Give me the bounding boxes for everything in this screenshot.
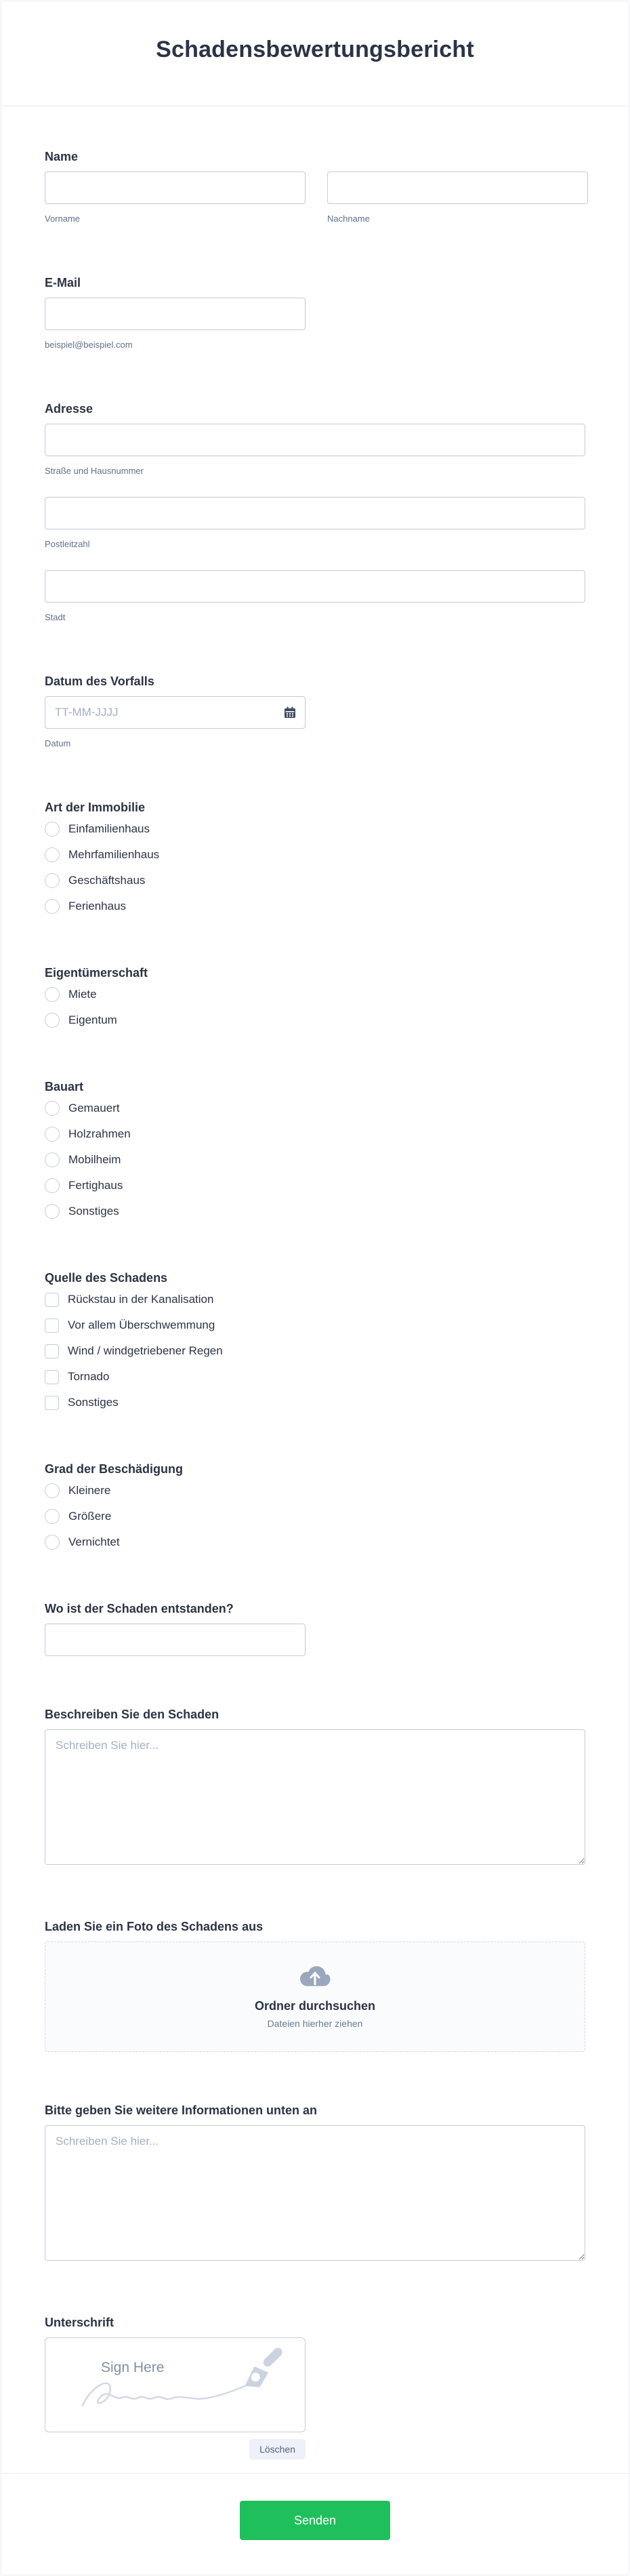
radio-option[interactable]	[45, 898, 585, 914]
drag-files-label: Dateien hierher ziehen	[267, 2018, 363, 2029]
signature-clear-button[interactable]: Löschen	[249, 2439, 306, 2459]
question-damage-location	[45, 1601, 585, 1656]
radio-option[interactable]	[45, 821, 585, 837]
sign-here-text: Sign Here	[101, 2360, 165, 2375]
radio-option[interactable]	[45, 872, 585, 889]
option-label: Holzrahmen	[68, 1127, 131, 1140]
form-card	[1, 1, 629, 2575]
email-input[interactable]	[45, 298, 306, 330]
additional-info-textarea[interactable]	[45, 2125, 585, 2261]
question-signature	[45, 2314, 585, 2459]
browse-files-label[interactable]: Ordner durchsuchen	[254, 1999, 376, 2013]
question-ownership	[45, 965, 585, 1028]
radio-option[interactable]	[45, 1152, 585, 1168]
option-label: Mobilheim	[68, 1153, 121, 1166]
date-sublabel: Datum	[45, 738, 71, 748]
radio-icon[interactable]	[45, 1101, 60, 1116]
radio-option[interactable]	[45, 1483, 585, 1499]
signature-pad[interactable]	[45, 2337, 306, 2432]
option-label: Eigentum	[68, 1013, 117, 1026]
radio-icon[interactable]	[45, 1178, 60, 1193]
radio-icon[interactable]	[45, 1013, 60, 1028]
form-footer	[1, 2473, 629, 2575]
radio-icon[interactable]	[45, 1204, 60, 1219]
radio-option[interactable]	[45, 1012, 585, 1028]
street-input[interactable]	[45, 424, 585, 456]
question-damage-source	[45, 1270, 585, 1411]
date-input[interactable]	[45, 696, 306, 729]
option-label: Tornado	[68, 1370, 110, 1383]
option-label: Miete	[68, 988, 97, 1001]
city-sublabel: Stadt	[45, 612, 66, 622]
option-label: Ferienhaus	[68, 900, 127, 912]
calendar-icon[interactable]	[283, 706, 297, 719]
option-label: Sonstiges	[68, 1396, 119, 1409]
checkbox-option[interactable]	[45, 1394, 585, 1411]
first-name-sublabel: Vorname	[45, 214, 81, 224]
radio-option[interactable]	[45, 986, 585, 1003]
checkbox-icon[interactable]	[45, 1344, 59, 1359]
question-additional-info	[45, 2102, 585, 2264]
question-label: Wo ist der Schaden entstanden?	[45, 1602, 234, 1615]
option-label: Fertighaus	[68, 1179, 123, 1192]
option-label: Sonstiges	[68, 1205, 119, 1217]
last-name-sublabel: Nachname	[327, 214, 370, 224]
radio-icon[interactable]	[45, 1152, 60, 1167]
question-label: Datum des Vorfalls	[45, 675, 154, 688]
property-type-options	[45, 821, 585, 914]
checkbox-icon[interactable]	[45, 1293, 59, 1307]
first-name-input[interactable]	[45, 172, 306, 204]
option-label: Rückstau in der Kanalisation	[68, 1293, 214, 1306]
radio-option[interactable]	[45, 1508, 585, 1525]
option-label: Geschäftshaus	[68, 874, 146, 887]
damage-degree-options	[45, 1483, 585, 1550]
zip-input[interactable]	[45, 497, 585, 529]
checkbox-option[interactable]	[45, 1369, 585, 1385]
radio-option[interactable]	[45, 847, 585, 863]
submit-button[interactable]: Senden	[240, 2501, 390, 2540]
radio-option[interactable]	[45, 1178, 585, 1194]
checkbox-icon[interactable]	[45, 1319, 59, 1333]
question-label: Laden Sie ein Foto des Schadens aus	[45, 1920, 264, 1933]
form-title: Schadensbewertungsbericht	[156, 37, 474, 62]
ownership-options	[45, 986, 585, 1028]
option-label: Vernichtet	[68, 1535, 120, 1548]
checkbox-option[interactable]	[45, 1317, 585, 1333]
option-label: Gemauert	[68, 1102, 120, 1114]
question-label: Eigentümerschaft	[45, 966, 148, 980]
option-label: Wind / windgetriebener Regen	[68, 1344, 223, 1357]
question-label: Adresse	[45, 402, 93, 416]
radio-option[interactable]	[45, 1100, 585, 1116]
form-body	[1, 106, 629, 2473]
radio-icon[interactable]	[45, 1535, 60, 1550]
email-sublabel: beispiel@beispiel.com	[45, 340, 133, 350]
question-label: Unterschrift	[45, 2316, 114, 2329]
question-construction	[45, 1079, 585, 1220]
question-property-type	[45, 799, 585, 914]
radio-option[interactable]	[45, 1203, 585, 1220]
question-label: Name	[45, 150, 79, 163]
option-label: Mehrfamilienhaus	[68, 848, 160, 861]
radio-icon[interactable]	[45, 1483, 60, 1498]
question-label: E-Mail	[45, 276, 81, 289]
question-damage-degree	[45, 1461, 585, 1550]
radio-icon[interactable]	[45, 987, 60, 1002]
upload-cloud-icon	[298, 1965, 332, 1990]
question-email	[45, 275, 585, 350]
question-label: Quelle des Schadens	[45, 1271, 168, 1285]
option-label: Einfamilienhaus	[68, 822, 150, 835]
radio-icon[interactable]	[45, 873, 60, 888]
question-address	[45, 401, 585, 623]
zip-sublabel: Postleitzahl	[45, 539, 90, 549]
question-label: Beschreiben Sie den Schaden	[45, 1708, 219, 1721]
radio-option[interactable]	[45, 1534, 585, 1550]
question-damage-description	[45, 1706, 585, 1868]
question-name	[45, 148, 585, 224]
damage-location-input[interactable]	[45, 1624, 306, 1656]
city-input[interactable]	[45, 570, 585, 603]
damage-description-textarea[interactable]	[45, 1729, 585, 1865]
option-label: Kleinere	[68, 1484, 111, 1497]
construction-options	[45, 1100, 585, 1220]
radio-icon[interactable]	[45, 899, 60, 914]
radio-icon[interactable]	[45, 1509, 60, 1524]
form-header	[1, 1, 629, 106]
question-photo-upload	[45, 1918, 585, 2052]
file-dropzone[interactable]	[45, 1941, 585, 2052]
last-name-input[interactable]	[327, 172, 588, 204]
damage-source-options	[45, 1291, 585, 1411]
street-sublabel: Straße und Hausnummer	[45, 466, 144, 476]
checkbox-option[interactable]	[45, 1291, 585, 1308]
question-label: Bitte geben Sie weitere Informationen unten an	[45, 2104, 318, 2117]
radio-icon[interactable]	[45, 847, 60, 862]
checkbox-option[interactable]	[45, 1343, 585, 1359]
question-incident-date	[45, 673, 585, 749]
question-label: Art der Immobilie	[45, 801, 146, 814]
option-label: Vor allem Überschwemmung	[68, 1319, 215, 1331]
radio-icon[interactable]	[45, 1127, 60, 1142]
signature-squiggle-and-pen-icon	[45, 2338, 305, 2432]
checkbox-icon[interactable]	[45, 1370, 59, 1384]
option-label: Größere	[68, 1510, 112, 1523]
question-label: Bauart	[45, 1080, 84, 1093]
radio-icon[interactable]	[45, 822, 60, 837]
checkbox-icon[interactable]	[45, 1396, 59, 1410]
radio-option[interactable]	[45, 1126, 585, 1142]
question-label: Grad der Beschädigung	[45, 1462, 184, 1476]
